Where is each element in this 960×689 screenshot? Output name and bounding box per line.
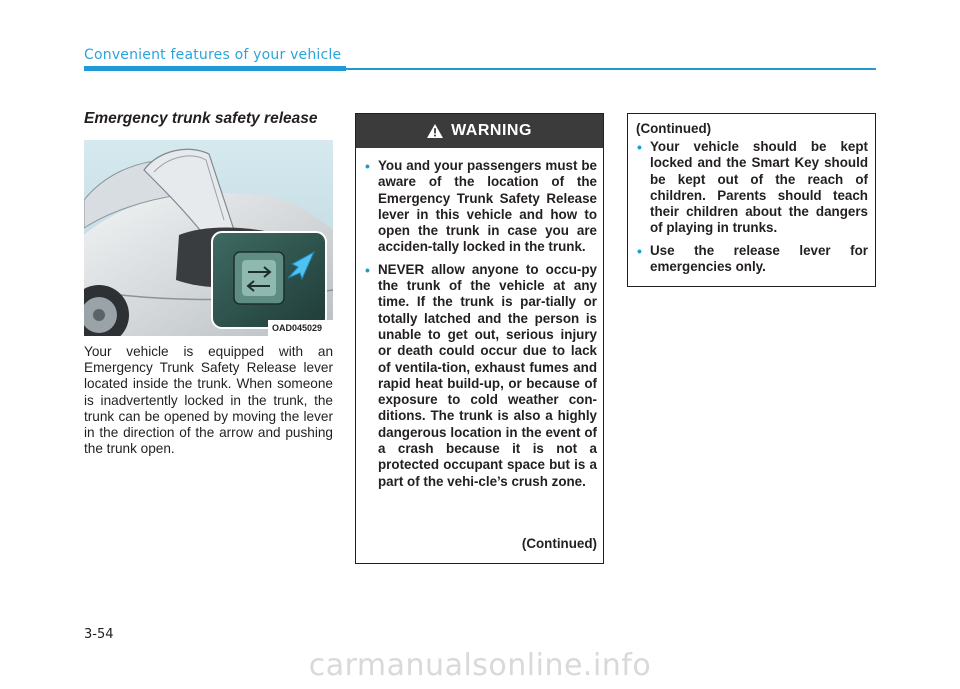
warning-header bbox=[356, 114, 603, 148]
figure-code: OAD045029 bbox=[272, 323, 323, 333]
continued-box bbox=[627, 113, 876, 287]
continued-item: • Your vehicle should be kept locked and the Smart Key should be kept out of the reach of children. Parents should teach their children about the dangers of playing in trunks. bbox=[636, 139, 868, 237]
warning-item: • NEVER allow anyone to occu-py the trunk of the vehicle at any time. If the trunk is par-tially or totally latched and the person is unable to get out, serious injury or death could occur due to lack of ventila-tion, exhaust fumes and rapid heat build-up, or because of exposure to cold weather con-ditions. The trunk is also a highly dangerous location in the event of a crash because it is not a protected occupant space but is a part of the vehi-cle’s crush zone. bbox=[364, 262, 597, 490]
trunk-release-illustration bbox=[84, 140, 333, 336]
continued-item: • Use the release lever for emergencies only. bbox=[636, 243, 868, 276]
warning-continued-label: (Continued) bbox=[521, 536, 597, 551]
header-bar-thin bbox=[346, 68, 876, 70]
warning-label: WARNING bbox=[451, 122, 532, 139]
watermark: carmanualsonline.info bbox=[308, 648, 652, 683]
warning-triangle-icon bbox=[427, 124, 443, 138]
page-number: 3-54 bbox=[84, 627, 114, 642]
continued-title: (Continued) bbox=[636, 121, 712, 136]
section-header-title: Convenient features of your vehicle bbox=[84, 47, 342, 63]
header-bar-thick bbox=[84, 66, 346, 71]
article-body: Your vehicle is equipped with an Emergency Trunk Safety Release lever located inside the trunk. When someone is inadvertently locked in the trunk, the trunk can be opened by moving the lever in the direction of the arrow and pushing the trunk open. bbox=[84, 344, 333, 457]
article-title: Emergency trunk safety release bbox=[84, 110, 318, 127]
continued-list bbox=[636, 139, 868, 275]
warning-box bbox=[355, 113, 604, 564]
warning-list bbox=[356, 148, 603, 490]
warning-item: • You and your passengers must be aware of the location of the Emergency Trunk Safety Release lever in this vehicle and how to open the trunk in case you are acciden-tally locked in the trunk. bbox=[364, 158, 597, 256]
